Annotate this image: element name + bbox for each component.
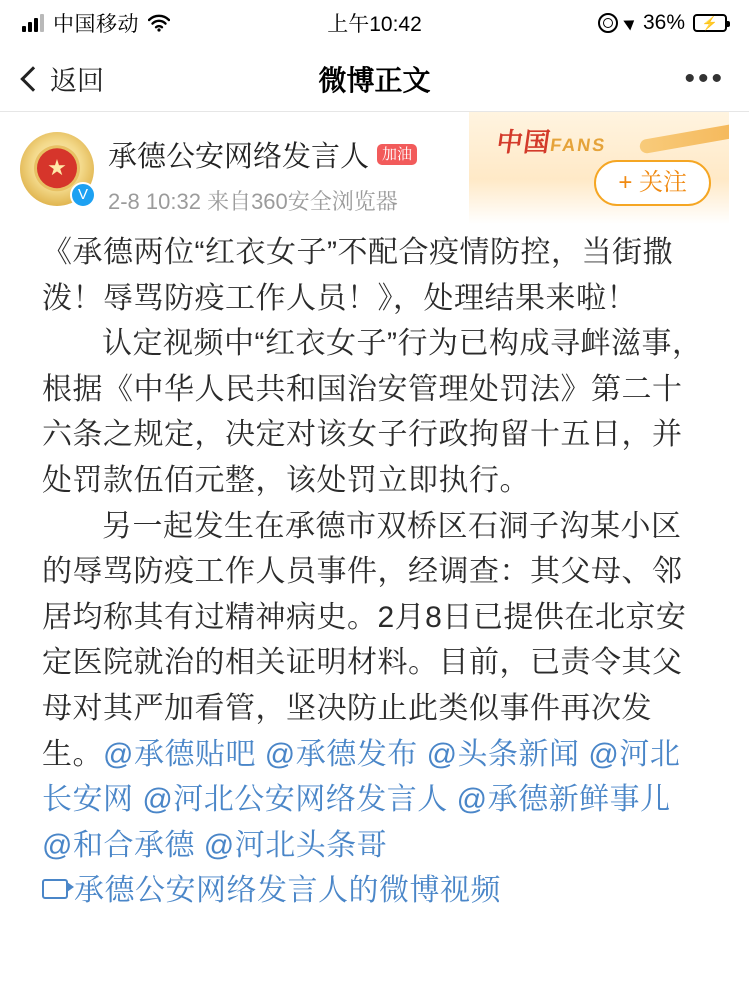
weibo-post [0,112,749,914]
author-name[interactable]: 承德公安网络发言人 [108,141,370,173]
status-bar-right [598,11,727,35]
post-paragraph-3-text: 另一起发生在承德市双桥区石洞子沟某小区的辱骂防疫工作人员事件，经调查：其父母、邻居均称其有过精神病史。2月8日已提供在北京安定医院就治的相关证明材料。目前，已责令其父母对其严加看管，坚决防止此类似事件再次发生。 [42,509,687,771]
status-bar [0,0,749,46]
video-icon [42,879,68,899]
verified-badge-icon: V [70,182,96,208]
follow-button[interactable]: + 关注 [594,160,711,206]
avatar[interactable] [20,132,94,206]
location-icon [623,16,637,31]
more-options-icon[interactable]: ••• [684,61,725,95]
medal-badge: 加油 [377,144,417,165]
back-button[interactable] [24,59,104,98]
status-bar-clock: 上午10:42 [327,13,422,36]
post-mentions[interactable]: @承德贴吧 @承德发布 @头条新闻 @河北长安网 @河北公安网络发言人 @承德新鲜事儿 @和合承德 @河北头条哥 [42,737,681,862]
signal-icon [22,14,44,32]
post-paragraph-3 [42,504,707,869]
post-paragraph-2: 认定视频中“红衣女子”行为已构成寻衅滋事，根据《中华人民共和国治安管理处罚法》第二十六条之规定，决定对该女子行政拘留十五日，并处罚款伍佰元整，该处罚立即执行。 [42,327,703,497]
banner-text: 中国FANS [494,127,608,157]
status-bar-left [22,8,170,38]
post-header [20,128,729,216]
page-title: 微博正文 [318,64,431,96]
post-video-line[interactable] [42,868,707,914]
post-meta: 2-8 10:32 来自360安全浏览器 [108,189,398,214]
post-paragraph-1: 《承德两位“红衣女子”不配合疫情防控，当街撒泼！辱骂防疫工作人员！》，处理结果来啦！ [42,236,673,315]
star-icon: ★ [47,154,67,180]
nav-bar [0,46,749,112]
wifi-icon [148,14,170,32]
back-button-label: 返回 [50,66,104,96]
battery-percent-label: 36% [642,11,685,34]
post-content [20,216,729,914]
post-video-link[interactable]: 承德公安网络发言人的微博视频 [74,874,501,908]
banner-ribbon [639,120,729,155]
carrier-label: 中国移动 [53,13,139,36]
chevron-left-icon [20,66,45,91]
battery-charging-icon: ⚡ [693,14,727,32]
do-not-disturb-icon [598,13,618,33]
